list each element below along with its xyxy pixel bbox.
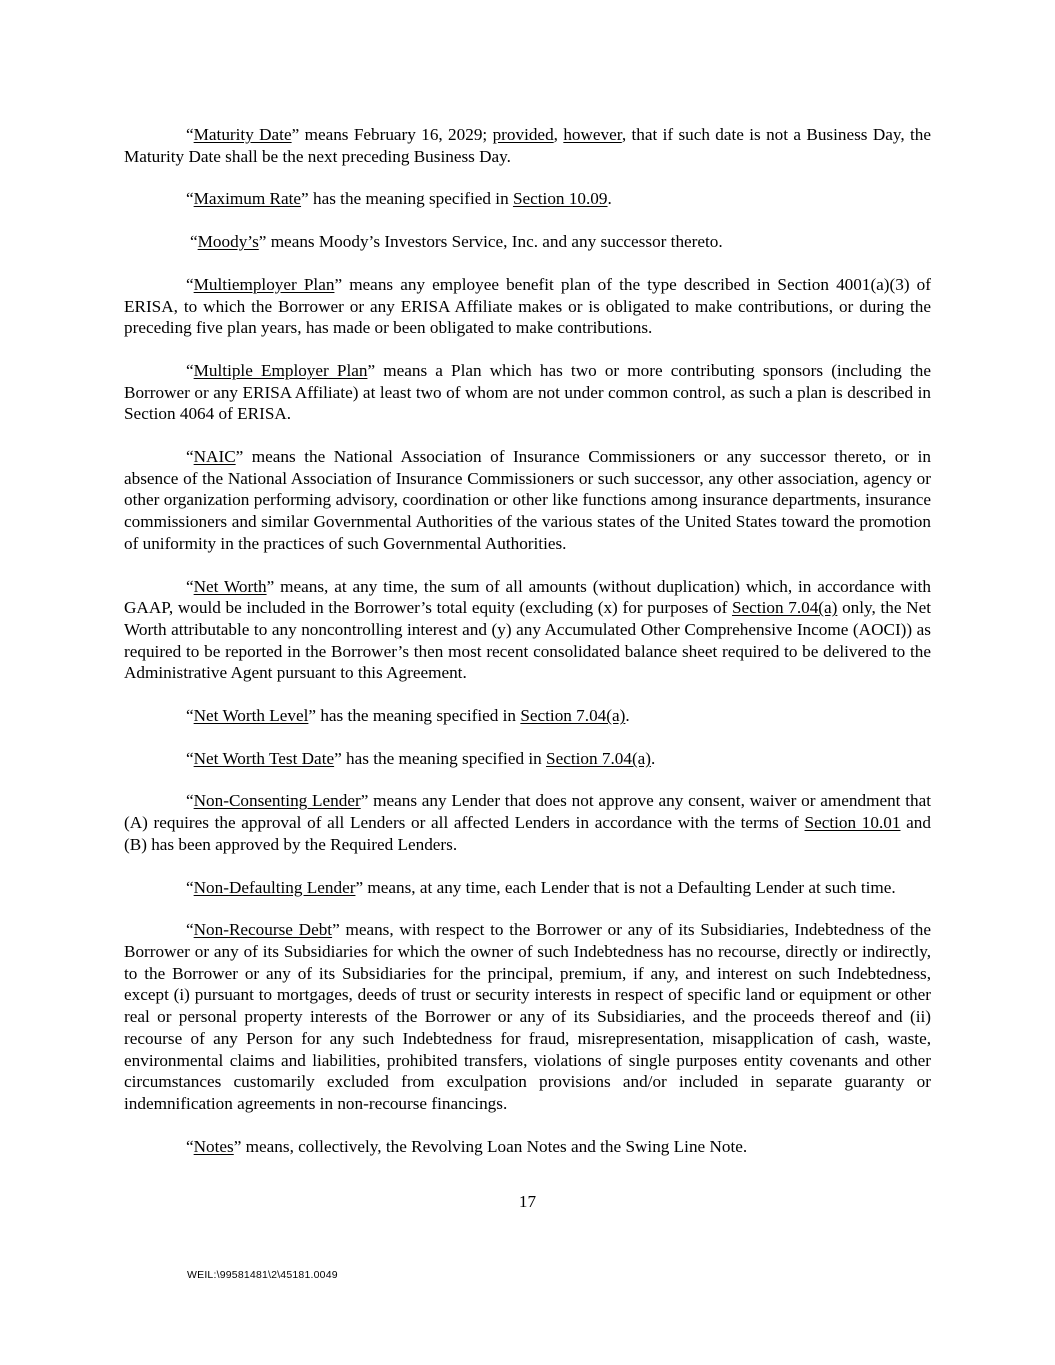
definition-text: “: [186, 877, 194, 897]
definition-text: ” has the meaning specified in: [301, 189, 513, 209]
definition-text: ” means the National Association of Insurance Commissioners or any successor thereto, or in absence of the National Association of Insurance Commissioners or such successor, any other association, agency or other organization performing advisory, coordination or other like functions among insurance departments, insurance commissioners and similar Governmental Authorities of the various states of the United States toward the promotion of uniformity in the practices of such Governmental Authorities.: [124, 447, 931, 553]
definition-non-defaulting-lender: [124, 877, 931, 899]
defined-term-underlined: Net Worth: [193, 576, 267, 596]
defined-term-underlined: Non-Consenting Lender: [193, 791, 361, 811]
definition-text: ” means Moody’s Investors Service, Inc. and any successor thereto.: [258, 232, 723, 252]
definition-text: “: [186, 706, 194, 726]
definition-text: “: [186, 576, 194, 596]
defined-term-underlined: NAIC: [193, 447, 236, 467]
definition-text: ” means, collectively, the Revolving Loan Notes and the Swing Line Note.: [233, 1136, 748, 1156]
definition-net-worth: [124, 576, 931, 685]
page-number: 17: [518, 1192, 537, 1211]
definition-text: “: [186, 748, 194, 768]
definition-notes: [124, 1136, 931, 1158]
defined-term-underlined: Section 7.04(a): [520, 706, 626, 726]
defined-term-underlined: Multiple Employer Plan: [193, 360, 368, 380]
definition-non-recourse-debt: [124, 919, 931, 1114]
defined-term-underlined: provided: [492, 125, 554, 144]
definition-text: ” means, with respect to the Borrower or any of its Subsidiaries, Indebtedness of the Borrower or any of its Subsidiaries for which the owner of such Indebtedness has no recourse, directly or indirectly, to the Borrower or any of its Subsidiaries for the principal, premium, if any, and interest on such Indebtedness, except (i) pursuant to mortgages, deeds of trust or security interests in respect of specific land or equipment or other real or personal property interests of the Borrower or any of its Subsidiaries, and the proceeds thereof and (ii) recourse of any Person for any such Indebtedness for fraud, misrepresentation, misapplication of cash, waste, environmental claims and liabilities, prohibited transfers, violations of single purposes entity covenants and other circumstances customarily excluded from exculpation provisions and/or included in separate guaranty or indemnification agreements in non-recourse financings.: [124, 920, 931, 1113]
definition-text: “: [190, 232, 198, 252]
definition-text: ,: [553, 125, 564, 144]
defined-term-underlined: Section 10.09: [512, 189, 608, 209]
defined-term-underlined: Section 7.04(a): [546, 748, 652, 768]
defined-term-underlined: however: [563, 125, 622, 144]
definition-text: “: [186, 447, 194, 467]
document-footer-reference: WEIL:\99581481\2\45181.0049: [187, 1269, 338, 1281]
definition-text: , that if such date is not a Business Day, the Maturity Date shall be the next preceding Business Day.: [124, 125, 932, 166]
definition-text: “: [186, 1136, 194, 1156]
definition-text: ” means, at any time, each Lender that is not a Defaulting Lender at such time.: [355, 877, 896, 897]
definition-text: “: [186, 189, 194, 209]
defined-term-underlined: Moody’s: [197, 232, 259, 252]
definition-multiemployer-plan: [124, 274, 931, 339]
definition-non-consenting-lender: [124, 790, 931, 855]
defined-term-underlined: Section 10.01: [804, 813, 901, 833]
defined-term-underlined: Section 7.04(a): [731, 598, 838, 618]
defined-term-underlined: Net Worth Level: [193, 706, 309, 726]
definition-net-worth-level: [124, 705, 931, 727]
defined-term-underlined: Maximum Rate: [193, 189, 302, 209]
defined-term-underlined: Non-Defaulting Lender: [193, 877, 356, 897]
definitions-section: [124, 124, 931, 1178]
definition-maturity-date: [124, 124, 931, 167]
defined-term-underlined: Multiemployer Plan: [193, 274, 335, 294]
definition-text: .: [625, 706, 630, 726]
defined-term-underlined: Net Worth Test Date: [193, 748, 335, 768]
defined-term-underlined: Notes: [193, 1136, 234, 1156]
definition-text: ” means a Plan which has two or more contributing sponsors (including the Borrower or any ERISA Affiliate) at least two of whom are not under common control, as such a plan is described in Section 4064 of ERISA.: [124, 360, 931, 424]
definition-text: .: [607, 189, 612, 209]
definition-text: ” means any Lender that does not approve any consent, waiver or amendment that (A) requires the approval of all Lenders or all affected Lenders in accordance with the terms of: [124, 791, 931, 833]
definition-text: “: [186, 920, 194, 940]
definition-text: “: [186, 125, 194, 144]
definition-text: and (B) has been approved by the Required Lenders.: [124, 813, 931, 854]
definition-maximum-rate: [124, 188, 931, 210]
definition-text: ” means any employee benefit plan of the type described in Section 4001(a)(3) of ERISA, to which the Borrower or any ERISA Affiliate makes or is obligated to make contributions, or during the preceding five plan years, has made or been obligated to make contributions.: [124, 274, 932, 338]
definition-text: .: [651, 748, 656, 768]
definition-text: only, the Net Worth attributable to any noncontrolling interest and (y) any Accumulated Other Comprehensive Income (AOCI)) as required to be reported in the Borrower’s then most recent consolidated balance sheet required to be delivered to the Administrative Agent pursuant to this Agreement.: [124, 598, 931, 683]
definition-text: ” means February 16, 2029;: [291, 125, 493, 144]
definition-text: “: [186, 274, 194, 294]
defined-term-underlined: Non-Recourse Debt: [193, 920, 333, 940]
definition-text: ” means, at any time, the sum of all amounts (without duplication) which, in accordance with GAAP, would be included in the Borrower’s total equity (excluding (x) for purposes of: [124, 576, 931, 618]
definition-naic: [124, 446, 931, 555]
definition-net-worth-test-date: [124, 748, 931, 770]
definition-text: ” has the meaning specified in: [334, 748, 547, 768]
definition-text: “: [186, 791, 194, 811]
definition-text: “: [186, 360, 194, 380]
definition-multiple-employer-plan: [124, 360, 931, 425]
definition-text: ” has the meaning specified in: [308, 706, 521, 726]
definition-moodys: [124, 231, 931, 253]
defined-term-underlined: Maturity Date: [193, 125, 292, 144]
